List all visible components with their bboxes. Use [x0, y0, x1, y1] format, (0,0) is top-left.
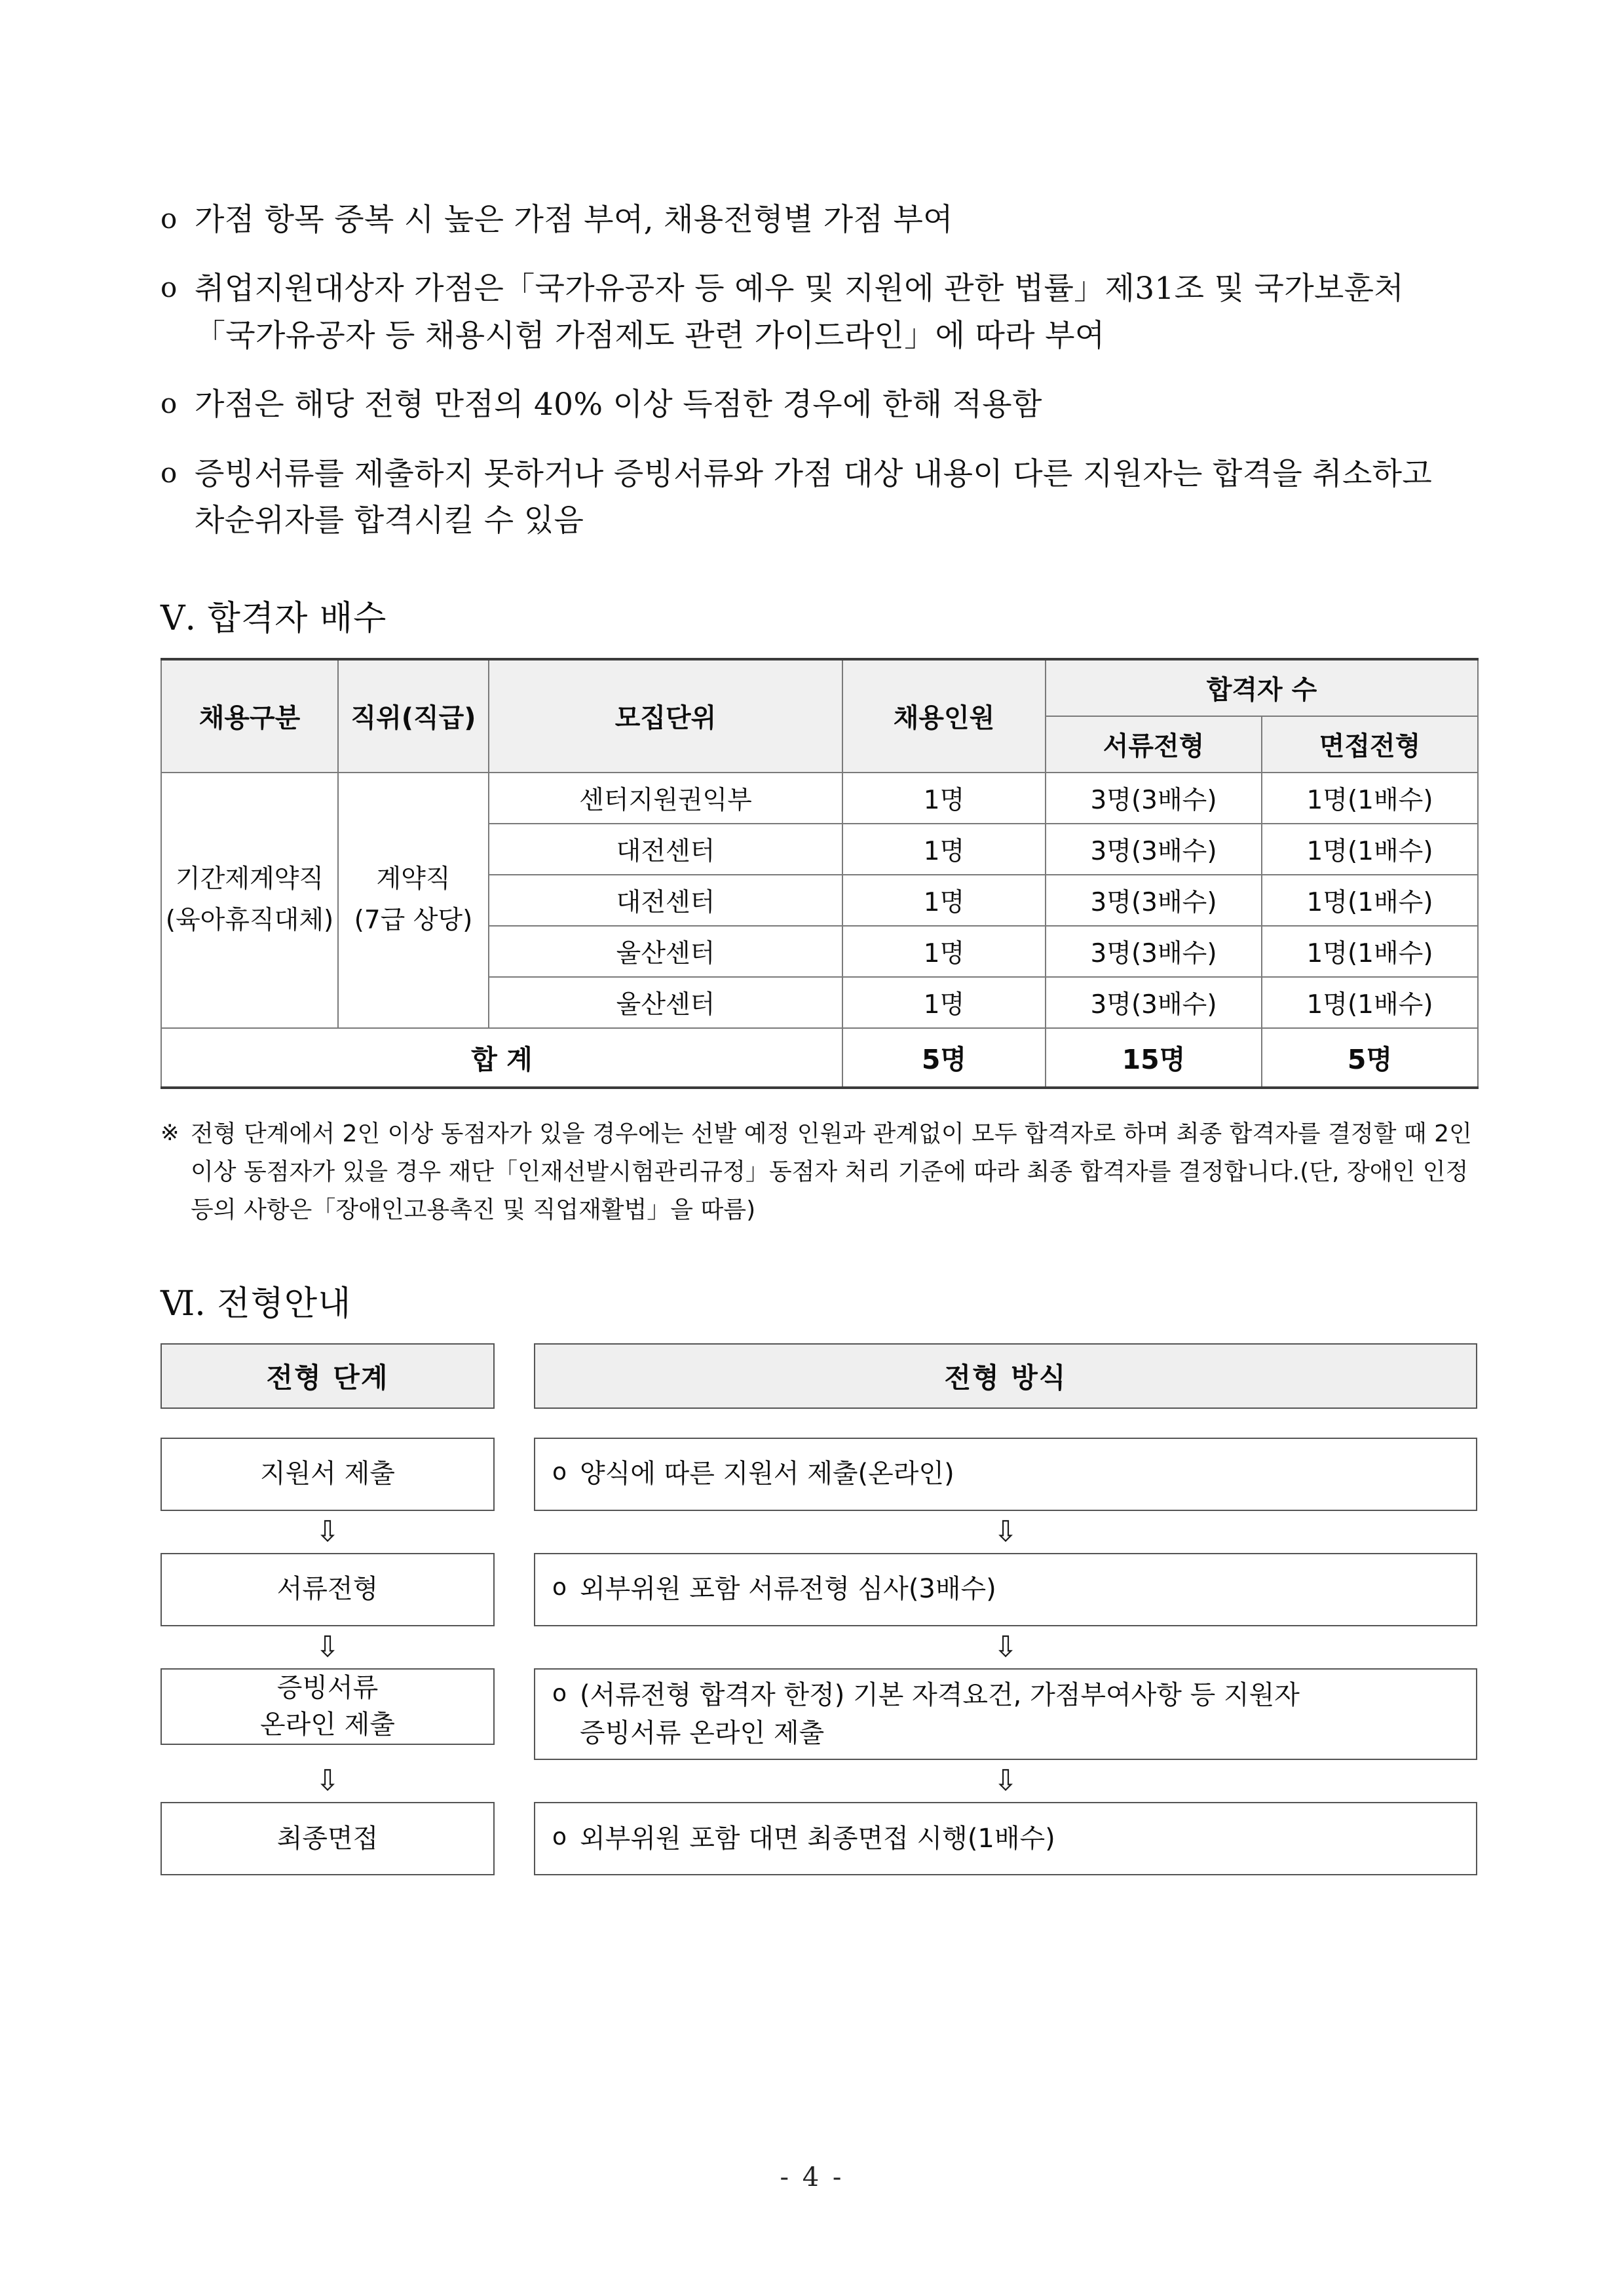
td-document: 3명(3배수)	[1046, 824, 1262, 875]
flow-method-wrap	[534, 1668, 1477, 1761]
flow-arrow-row	[161, 1626, 1477, 1668]
bullet-marker-icon: o	[161, 202, 178, 235]
position-main: 계약직	[376, 864, 451, 894]
flow-method-box	[534, 1802, 1477, 1875]
flow-method-inner	[552, 1455, 954, 1493]
td-category	[161, 773, 338, 1028]
section-numeral: Ⅵ.	[161, 1284, 206, 1324]
td-headcount: 1명	[842, 824, 1046, 875]
flow-method-label-wrap	[580, 1676, 1300, 1753]
list-item	[161, 451, 1497, 545]
tie-breaker-note	[161, 1115, 1497, 1230]
arrow-down-icon: ⇩	[315, 1764, 340, 1798]
flow-method-box	[534, 1438, 1477, 1511]
section-heading-vi	[161, 1276, 1497, 1325]
flow-stage-text	[260, 1670, 395, 1744]
arrow-down-icon: ⇩	[993, 1764, 1018, 1798]
flow-step-row	[161, 1802, 1477, 1875]
flow-step-row	[161, 1668, 1477, 1761]
flow-arrow-right	[534, 1511, 1477, 1553]
flow-stage-label: 지원서 제출	[260, 1459, 395, 1489]
flow-header-stage: 전형 단계	[161, 1343, 495, 1409]
flow-stage-wrap	[161, 1802, 495, 1875]
flow-method-inner	[552, 1820, 1055, 1858]
section-heading-v	[161, 590, 1497, 640]
category-sub: (육아휴직대체)	[165, 905, 334, 935]
flow-method-box	[534, 1668, 1477, 1761]
flow-arrow-row	[161, 1511, 1477, 1553]
table-header-row-1	[161, 659, 1478, 716]
flow-method-inner	[552, 1570, 996, 1608]
flow-method-box	[534, 1553, 1477, 1626]
bullet-marker-icon: o	[552, 1679, 567, 1707]
bullet-marker-icon: o	[161, 387, 178, 420]
bullet-text: 가점은 해당 전형 만점의 40% 이상 득점한 경우에 한해 적용함	[195, 387, 1042, 423]
flow-stage-box	[161, 1438, 495, 1511]
flow-header-stage-wrap	[161, 1343, 495, 1409]
td-interview: 1명(1배수)	[1262, 977, 1478, 1028]
flow-step-row	[161, 1553, 1477, 1626]
td-document: 3명(3배수)	[1046, 875, 1262, 926]
table-total-row	[161, 1028, 1478, 1088]
flow-stage-box	[161, 1553, 495, 1626]
flow-stage-wrap	[161, 1553, 495, 1626]
td-unit: 센터지원권익부	[489, 773, 842, 824]
td-document: 3명(3배수)	[1046, 773, 1262, 824]
td-total-document: 15명	[1046, 1028, 1262, 1088]
arrow-down-icon: ⇩	[315, 1514, 340, 1548]
table-header	[161, 659, 1478, 773]
td-unit: 대전센터	[489, 824, 842, 875]
td-interview: 1명(1배수)	[1262, 773, 1478, 824]
flow-method-label: 외부위원 포함 서류전형 심사(3배수)	[580, 1574, 996, 1605]
position-sub: (7급 상당)	[354, 905, 473, 935]
bullet-text: 취업지원대상자 가점은「국가유공자 등 예우 및 지원에 관한 법률」제31조 및 국가보훈처「국가유공자 등 채용시험 가점제도 관련 가이드라인」에 따라 부여	[195, 271, 1405, 354]
th-passers-group: 합격자 수	[1046, 659, 1478, 716]
th-unit: 모집단위	[489, 659, 842, 773]
flow-method-inner	[552, 1676, 1300, 1753]
flow-header-row	[161, 1343, 1477, 1409]
bullet-text: 가점 항목 중복 시 높은 가점 부여, 채용전형별 가점 부여	[195, 202, 953, 238]
flow-method-wrap	[534, 1438, 1477, 1511]
td-unit: 울산센터	[489, 926, 842, 977]
td-interview: 1명(1배수)	[1262, 926, 1478, 977]
td-interview: 1명(1배수)	[1262, 824, 1478, 875]
flow-stage-label-line2: 온라인 제출	[260, 1710, 395, 1740]
flow-spacer	[161, 1409, 1477, 1438]
flow-arrow-right	[534, 1626, 1477, 1668]
flow-arrow-left	[161, 1626, 495, 1668]
table-row	[161, 773, 1478, 824]
td-total-label: 합 계	[161, 1028, 842, 1088]
arrow-down-icon: ⇩	[315, 1630, 340, 1664]
th-headcount: 채용인원	[842, 659, 1046, 773]
td-unit: 울산센터	[489, 977, 842, 1028]
flow-method-wrap	[534, 1802, 1477, 1875]
section-title: 합격자 배수	[207, 598, 387, 638]
bullet-marker-icon: o	[552, 1574, 567, 1601]
flow-step-row	[161, 1438, 1477, 1511]
flow-stage-label: 최종면접	[276, 1823, 379, 1854]
td-total-headcount: 5명	[842, 1028, 1046, 1088]
flow-method-label: 양식에 따른 지원서 제출(온라인)	[580, 1459, 954, 1489]
flow-arrow-left	[161, 1511, 495, 1553]
flow-arrow-row	[161, 1760, 1477, 1802]
flow-arrow-left	[161, 1760, 495, 1802]
passer-quota-table	[161, 658, 1479, 1089]
arrow-down-icon: ⇩	[993, 1514, 1018, 1548]
guidance-bullet-list	[161, 197, 1497, 545]
td-document: 3명(3배수)	[1046, 977, 1262, 1028]
bullet-text: 증빙서류를 제출하지 못하거나 증빙서류와 가점 대상 내용이 다른 지원자는 합격을 취소하고 차순위자를 합격시킬 수 있음	[195, 455, 1433, 539]
flow-method-label: (서류전형 합격자 한정) 기본 자격요건, 가점부여사항 등 지원자	[580, 1679, 1300, 1710]
page-number-footer: - 4 -	[780, 2162, 844, 2192]
category-main: 기간제계약직	[175, 864, 324, 894]
page-content	[161, 197, 1497, 1875]
bullet-marker-icon: o	[552, 1824, 567, 1851]
flow-header-method-wrap	[534, 1343, 1477, 1409]
th-position: 직위(직급)	[338, 659, 489, 773]
flow-stage-label: 증빙서류	[276, 1672, 379, 1703]
flow-stage-wrap	[161, 1438, 495, 1511]
flow-header-method: 전형 방식	[534, 1343, 1477, 1409]
arrow-down-icon: ⇩	[993, 1630, 1018, 1664]
th-passers-document: 서류전형	[1046, 716, 1262, 773]
th-passers-interview: 면접전형	[1262, 716, 1478, 773]
td-headcount: 1명	[842, 926, 1046, 977]
th-category: 채용구분	[161, 659, 338, 773]
list-item	[161, 197, 1497, 243]
td-document: 3명(3배수)	[1046, 926, 1262, 977]
td-position	[338, 773, 489, 1028]
td-headcount: 1명	[842, 977, 1046, 1028]
section-numeral: Ⅴ.	[161, 598, 197, 638]
flow-stage-box	[161, 1668, 495, 1746]
flow-stage-box	[161, 1802, 495, 1875]
flow-arrow-right	[534, 1760, 1477, 1802]
flow-method-label: 외부위원 포함 대면 최종면접 시행(1배수)	[580, 1824, 1055, 1854]
td-headcount: 1명	[842, 875, 1046, 926]
flow-method-label-line2: 증빙서류 온라인 제출	[580, 1717, 825, 1748]
reference-mark-icon: ※	[161, 1119, 179, 1146]
flow-stage-label: 서류전형	[276, 1574, 379, 1605]
table-body	[161, 773, 1478, 1088]
td-total-interview: 5명	[1262, 1028, 1478, 1088]
list-item	[161, 265, 1497, 359]
flow-stage-wrap	[161, 1668, 495, 1761]
selection-process-flow	[161, 1343, 1477, 1876]
flow-method-wrap	[534, 1553, 1477, 1626]
td-interview: 1명(1배수)	[1262, 875, 1478, 926]
bullet-marker-icon: o	[161, 271, 178, 304]
td-unit: 대전센터	[489, 875, 842, 926]
section-title: 전형안내	[217, 1284, 352, 1324]
bullet-marker-icon: o	[552, 1459, 567, 1486]
note-text: 전형 단계에서 2인 이상 동점자가 있을 경우에는 선발 예정 인원과 관계없이 모두 합격자로 하며 최종 합격자를 결정할 때 2인 이상 동점자가 있을 경우 재단「인재선발시험관리규정」동점자 처리 기준에 따라 최종 합격자를 결정합니다.(단, 장애인 인정 등의 사항은「장애인고용촉진 및 직업재활법」을 따름)	[191, 1120, 1472, 1224]
td-headcount: 1명	[842, 773, 1046, 824]
bullet-marker-icon: o	[161, 456, 178, 489]
list-item	[161, 381, 1497, 428]
